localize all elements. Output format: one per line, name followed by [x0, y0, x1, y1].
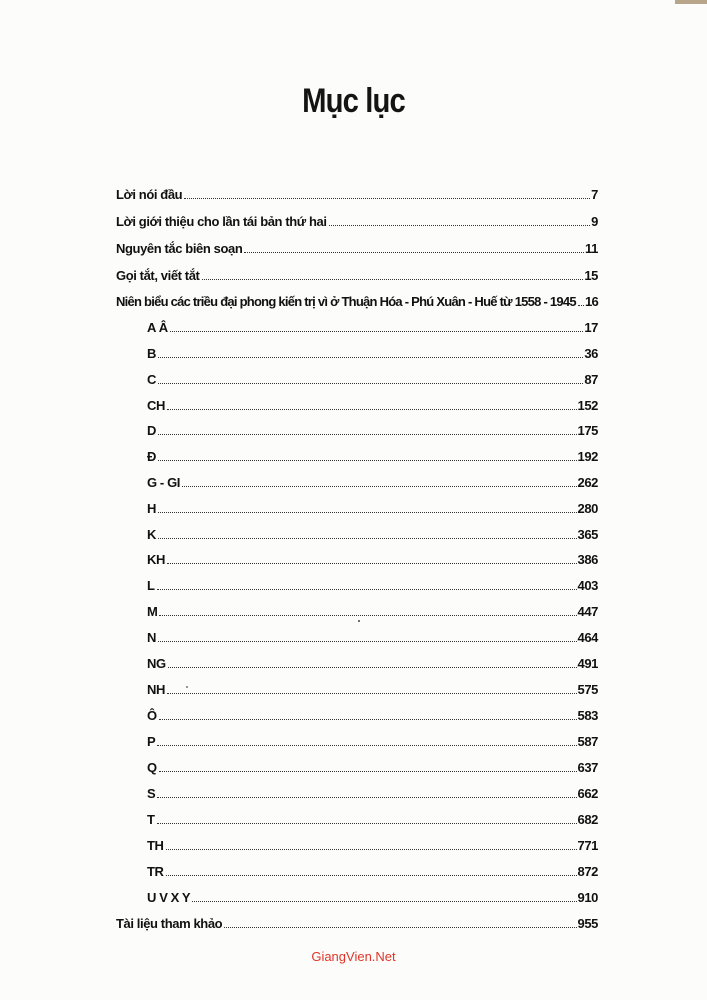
toc-dot-leader — [157, 745, 576, 746]
toc-entry-label: Gọi tắt, viết tắt — [116, 268, 200, 283]
toc-dot-leader — [167, 563, 577, 564]
toc-page-number: 575 — [577, 682, 598, 697]
toc-page-number: 587 — [577, 734, 598, 749]
toc-page-number: 491 — [577, 656, 598, 671]
toc-entry[interactable] — [116, 234, 598, 256]
toc-page-number: 175 — [577, 423, 598, 438]
toc-page-number: 16 — [585, 294, 598, 309]
toc-dot-leader — [184, 198, 590, 199]
toc-entry[interactable] — [147, 442, 598, 464]
toc-entry-label: Niên biểu các triều đại phong kiến trị vì ở Thuận Hóa - Phú Xuân - Huế từ 1558 - 1945 — [116, 294, 576, 309]
toc-dot-leader — [158, 460, 577, 461]
toc-entry-label: A Â — [147, 320, 168, 335]
toc-entry[interactable] — [147, 365, 598, 387]
toc-entry[interactable] — [147, 391, 598, 413]
toc-page-number: 152 — [577, 398, 598, 413]
toc-page-number: 36 — [584, 346, 598, 361]
toc-entry-label: B — [147, 346, 156, 361]
toc-entry-label: N — [147, 630, 156, 645]
toc-dot-leader — [158, 512, 577, 513]
toc-entry[interactable] — [116, 287, 598, 309]
toc-dot-leader — [157, 589, 577, 590]
toc-entry[interactable] — [147, 520, 598, 542]
toc-page-number: 447 — [577, 604, 598, 619]
toc-page-number: 910 — [577, 890, 598, 905]
toc-dot-leader — [170, 331, 584, 332]
toc-dot-leader — [159, 719, 577, 720]
toc-entry[interactable] — [147, 468, 598, 490]
toc-page-number: 771 — [577, 838, 598, 853]
toc-page-number: 682 — [577, 812, 598, 827]
toc-entry-label: D — [147, 423, 156, 438]
toc-page-number: 9 — [591, 214, 598, 229]
toc-dot-leader — [192, 901, 576, 902]
toc-page-number: 280 — [577, 501, 598, 516]
toc-entry-label: Đ — [147, 449, 156, 464]
toc-entry[interactable] — [147, 831, 598, 853]
toc-page-number: 87 — [584, 372, 598, 387]
toc-dot-leader — [202, 279, 584, 280]
toc-entry[interactable] — [147, 857, 598, 879]
toc-page-number: 464 — [577, 630, 598, 645]
toc-entry-label: CH — [147, 398, 165, 413]
watermark-text[interactable]: GiangVien.Net — [311, 949, 396, 964]
toc-entry-label: NH — [147, 682, 165, 697]
toc-dot-leader — [182, 486, 577, 487]
toc-entry-label: Q — [147, 760, 157, 775]
toc-entry[interactable] — [147, 623, 598, 645]
toc-entry-label: P — [147, 734, 156, 749]
toc-entry-label: Nguyên tắc biên soạn — [116, 241, 243, 256]
toc-entry-label: Lời giới thiệu cho lần tái bản thứ hai — [116, 214, 327, 229]
toc-page-number: 386 — [577, 552, 598, 567]
toc-dot-leader — [224, 927, 576, 928]
toc-entry[interactable] — [147, 597, 598, 619]
toc-entry-label: TR — [147, 864, 164, 879]
toc-dot-leader — [167, 693, 577, 694]
toc-entry-label: TH — [147, 838, 164, 853]
toc-dot-leader — [329, 225, 591, 226]
toc-entry[interactable] — [147, 494, 598, 516]
scan-speck — [186, 686, 188, 688]
toc-dot-leader — [166, 875, 577, 876]
toc-page-number: 15 — [584, 268, 598, 283]
toc-entry-label: K — [147, 527, 156, 542]
toc-page-number: 637 — [577, 760, 598, 775]
page-corner-mark — [675, 0, 707, 4]
toc-entry[interactable] — [147, 649, 598, 671]
toc-page-number: 17 — [584, 320, 598, 335]
toc-entry[interactable] — [147, 779, 598, 801]
toc-dot-leader — [166, 849, 577, 850]
toc-dot-leader — [158, 538, 577, 539]
toc-dot-leader — [158, 383, 583, 384]
toc-entry[interactable] — [116, 909, 598, 931]
toc-dot-leader — [158, 641, 577, 642]
toc-entry[interactable] — [147, 545, 598, 567]
toc-entry[interactable] — [147, 416, 598, 438]
toc-entry-label: H — [147, 501, 156, 516]
toc-page-number: 7 — [591, 187, 598, 202]
toc-page-number: 955 — [577, 916, 598, 931]
toc-dot-leader — [158, 357, 583, 358]
toc-entry-label: C — [147, 372, 156, 387]
toc-entry[interactable] — [147, 727, 598, 749]
toc-dot-leader — [578, 305, 584, 306]
toc-entry[interactable] — [147, 313, 598, 335]
toc-entry[interactable] — [147, 339, 598, 361]
toc-entry-label: Ô — [147, 708, 157, 723]
toc-entry[interactable] — [147, 883, 598, 905]
toc-page-number: 262 — [577, 475, 598, 490]
scan-speck — [358, 620, 360, 622]
toc-entry-label: T — [147, 812, 155, 827]
toc-dot-leader — [157, 797, 576, 798]
toc-entry[interactable] — [147, 701, 598, 723]
toc-entry-label: G - GI — [147, 475, 180, 490]
toc-dot-leader — [168, 667, 577, 668]
toc-dot-leader — [158, 434, 577, 435]
toc-entry[interactable] — [116, 207, 598, 229]
toc-entry-label: S — [147, 786, 156, 801]
toc-entry-label: Lời nói đầu — [116, 187, 183, 202]
toc-dot-leader — [244, 252, 584, 253]
toc-entry-label: M — [147, 604, 158, 619]
toc-dot-leader — [157, 823, 577, 824]
toc-entry[interactable] — [116, 180, 598, 202]
toc-entry[interactable] — [147, 753, 598, 775]
toc-dot-leader — [167, 409, 577, 410]
toc-dot-leader — [159, 615, 576, 616]
toc-entry-label: NG — [147, 656, 166, 671]
toc-page-number: 583 — [577, 708, 598, 723]
toc-page-number: 403 — [577, 578, 598, 593]
toc-entry-label: Tài liệu tham khảo — [116, 916, 223, 931]
toc-entry-label: KH — [147, 552, 165, 567]
toc-page-number: 662 — [577, 786, 598, 801]
toc-page-number: 192 — [577, 449, 598, 464]
toc-entry[interactable] — [147, 571, 598, 593]
toc-entry[interactable] — [116, 261, 598, 283]
toc-page-number: 365 — [577, 527, 598, 542]
toc-entry-label: L — [147, 578, 155, 593]
toc-dot-leader — [159, 771, 577, 772]
toc-entry[interactable] — [147, 675, 598, 697]
toc-entry[interactable] — [147, 805, 598, 827]
page-title: Mục lục — [302, 82, 405, 120]
toc-page-number: 11 — [585, 241, 598, 256]
toc-page-number: 872 — [577, 864, 598, 879]
toc-entry-label: U V X Y — [147, 890, 191, 905]
